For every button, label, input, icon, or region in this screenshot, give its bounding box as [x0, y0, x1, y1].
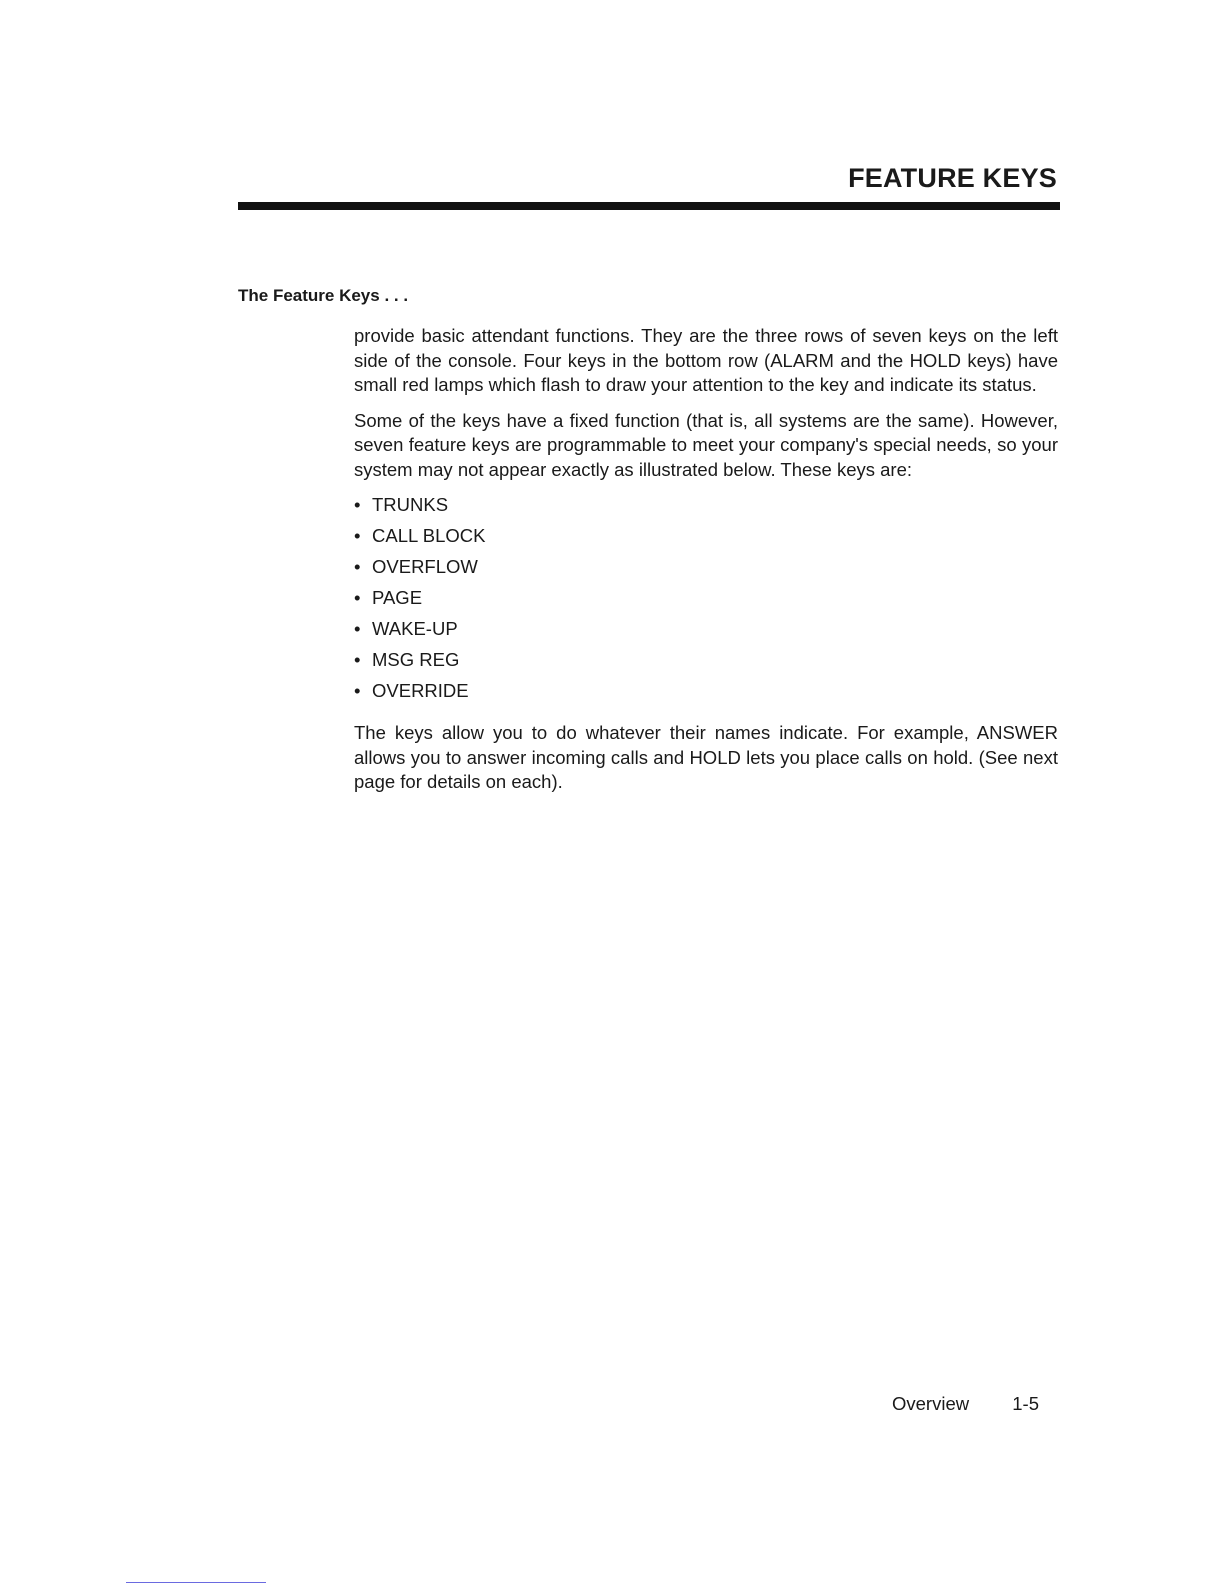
bullet-icon: •: [354, 525, 361, 546]
section-heading: The Feature Keys . . .: [238, 286, 409, 305]
list-item: • TRUNKS: [354, 494, 449, 515]
bullet-icon: •: [354, 649, 361, 670]
bullet-icon: •: [354, 494, 361, 515]
list-item: • OVERFLOW: [354, 556, 478, 577]
bullet-icon: •: [354, 680, 361, 701]
bottom-link-line: [126, 1582, 266, 1583]
bullet-icon: •: [354, 618, 361, 639]
page-number: 1-5: [1012, 1393, 1039, 1414]
programmable-key-list: [354, 493, 1058, 710]
programmable-paragraph: Some of the keys have a fixed function (that is, all systems are the same). However, seven feature keys are programmable to meet your company's special needs, so your system may not appear exactly as illustrated below. These keys are:: [354, 409, 1058, 480]
list-item: • OVERRIDE: [354, 680, 469, 701]
footer-section-name: Overview: [892, 1393, 970, 1414]
bullet-icon: •: [354, 587, 361, 608]
intro-paragraph: provide basic attendant functions. They are the three rows of seven keys on the left side of the console. Four keys in the bottom row (ALARM and the HOLD keys) have small red lamps which flash to draw your attention to the key and indicate its status.: [354, 325, 1058, 395]
page-footer: [892, 1393, 1039, 1415]
keys-usage-paragraph: The keys allow you to do whatever their names indicate. For example, ANSWER allows you to answer incoming calls and HOLD lets you place calls on hold. (See next page for details on each).: [354, 722, 1058, 792]
body-content: [354, 324, 1058, 806]
list-item: • WAKE-UP: [354, 618, 458, 639]
page-title: FEATURE KEYS: [848, 163, 1057, 193]
list-item: • CALL BLOCK: [354, 525, 486, 546]
list-item: • PAGE: [354, 587, 423, 608]
list-item: • MSG REG: [354, 649, 460, 670]
bullet-icon: •: [354, 556, 361, 577]
title-rule: [238, 202, 1060, 210]
